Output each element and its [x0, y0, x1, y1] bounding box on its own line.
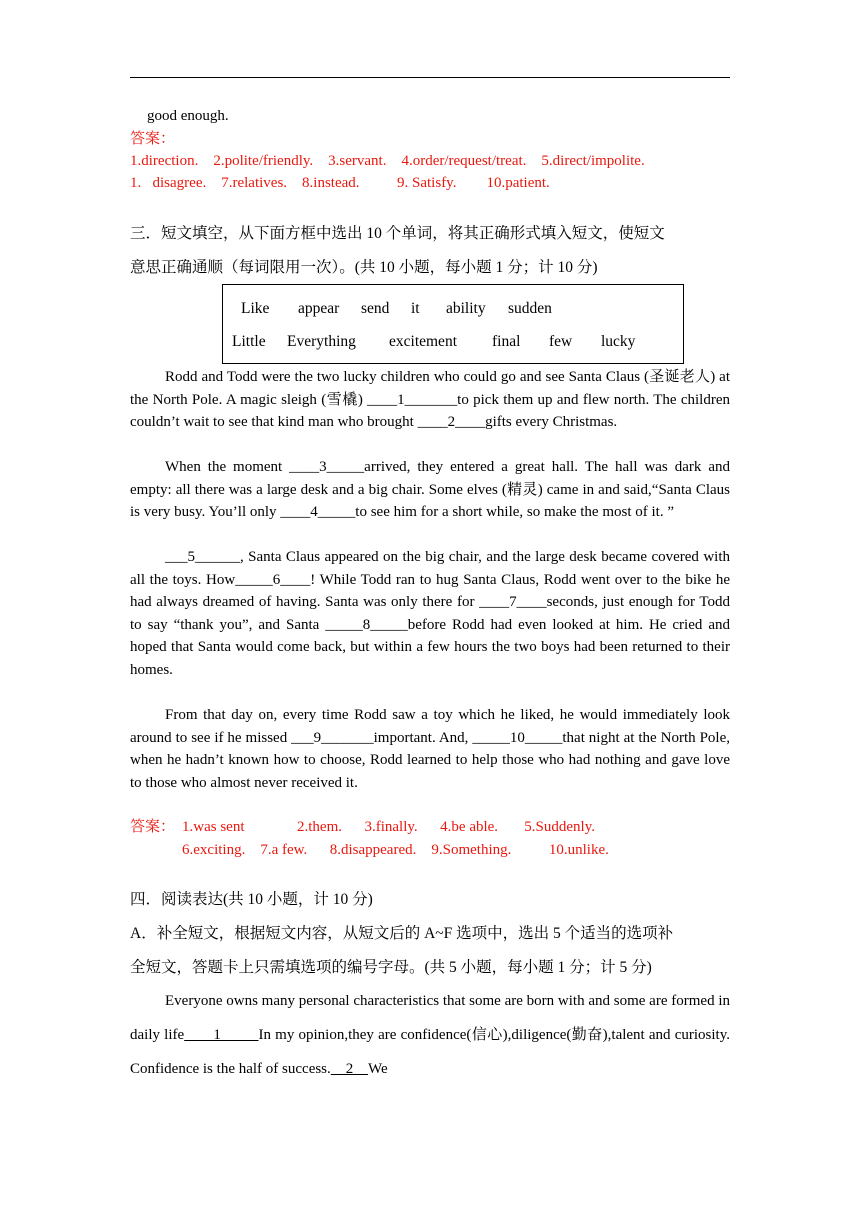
section3-heading-line-1: 三．短文填空，从下面方框中选出 10 个单词，将其正确形式填入短文，使短文 — [130, 225, 665, 242]
reading-text: In my opinion,they are confidence(信心),diligence(勤奋),talent and curiosity. Confidence is the half of success. — [130, 1027, 730, 1077]
prev-answer-line-1: 1.direction. 2.polite/friendly. 3.servant. 4.order/request/treat. 5.direct/impolite. — [130, 153, 645, 169]
reading-text: Everyone owns many personal characteristics that some are born with and some are formed in daily life — [130, 993, 730, 1043]
word-box — [222, 284, 684, 364]
passage-paragraph-4: From that day on, every time Rodd saw a toy which he liked, he would immediately look around to see if he missed ___9_______important. And, _____10_____that night at the North Pole, when he hadn’t known how to choose, Rodd learned to help those who had nothing and gave love to those who almost never received it. — [130, 707, 730, 791]
word-box-item: Like — [241, 300, 270, 317]
passage-paragraph-2: When the moment ____3_____arrived, they entered a great hall. The hall was dark and empty: all there was a large desk and a big chair. Some elves (精灵) came in and said,“Santa Claus is very busy. You’ll only ____4_____to see him for a short while, so make the most of it. ” — [130, 459, 730, 521]
reading-text: We — [368, 1061, 388, 1077]
word-box-item: few — [549, 333, 573, 350]
section4-heading: 四．阅读表达(共 10 小题，计 10 分) — [130, 891, 373, 908]
header-rule — [130, 77, 730, 78]
prev-passage-tail: good enough. — [147, 108, 229, 124]
word-box-item: Everything — [287, 333, 356, 350]
partA-instruction-line-2: 全短文，答题卡上只需填选项的编号字母。(共 5 小题，每小题 1 分；计 5 分) — [130, 959, 652, 976]
word-box-item: final — [492, 333, 521, 350]
section3-answer-line-1: 1.was sent 2.them. 3.finally. 4.be able. 5.Suddenly. — [182, 819, 595, 835]
reading-paragraph-1 — [130, 984, 730, 1086]
word-box-item: excitement — [389, 333, 457, 350]
passage-paragraph-1: Rodd and Todd were the two lucky children who could go and see Santa Claus (圣诞老人) at the North Pole. A magic sleigh (雪橇) ____1_______to pick them up and flew north. The children couldn’t wait to see that kind man who brought ____2____gifts every Christmas. — [130, 369, 730, 431]
answer-blank-2: 2 — [330, 1061, 369, 1077]
word-box-item: it — [411, 300, 420, 317]
section3-answer-line-2: 6.exciting. 7.a few. 8.disappeared. 9.Something. 10.unlike. — [182, 842, 609, 858]
prev-answer-line-2: 1. disagree. 7.relatives. 8.instead. 9. Satisfy. 10.patient. — [130, 175, 550, 191]
section3-answer-label: 答案： — [130, 819, 176, 835]
passage-paragraph-3: ___5______, Santa Claus appeared on the big chair, and the large desk became covered with all the toys. How_____6____! While Todd ran to hug Santa Claus, Rodd went over to the bike he had always dreamed of having. Santa was only there for ____7____seconds, just enough for Todd to say “thank you”, and Santa _____8_____before Rodd had even looked at him. He cried and hoped that Santa would come back, but within a few hours the two boys had been returned to their homes. — [130, 549, 730, 678]
word-box-item: lucky — [601, 333, 636, 350]
word-box-item: send — [361, 300, 390, 317]
prev-answer-label: 答案： — [130, 131, 176, 147]
answer-blank-1: 1 — [184, 1027, 259, 1043]
word-box-item: appear — [298, 300, 340, 317]
section3-heading-line-2: 意思正确通顺（每词限用一次）。(共 10 小题，每小题 1 分；计 10 分) — [130, 259, 598, 276]
word-box-item: sudden — [508, 300, 552, 317]
word-box-item: ability — [446, 300, 486, 317]
partA-instruction-line-1: A．补全短文，根据短文内容，从短文后的 A~F 选项中，选出 5 个适当的选项补 — [130, 925, 674, 942]
word-box-item: Little — [232, 333, 266, 350]
